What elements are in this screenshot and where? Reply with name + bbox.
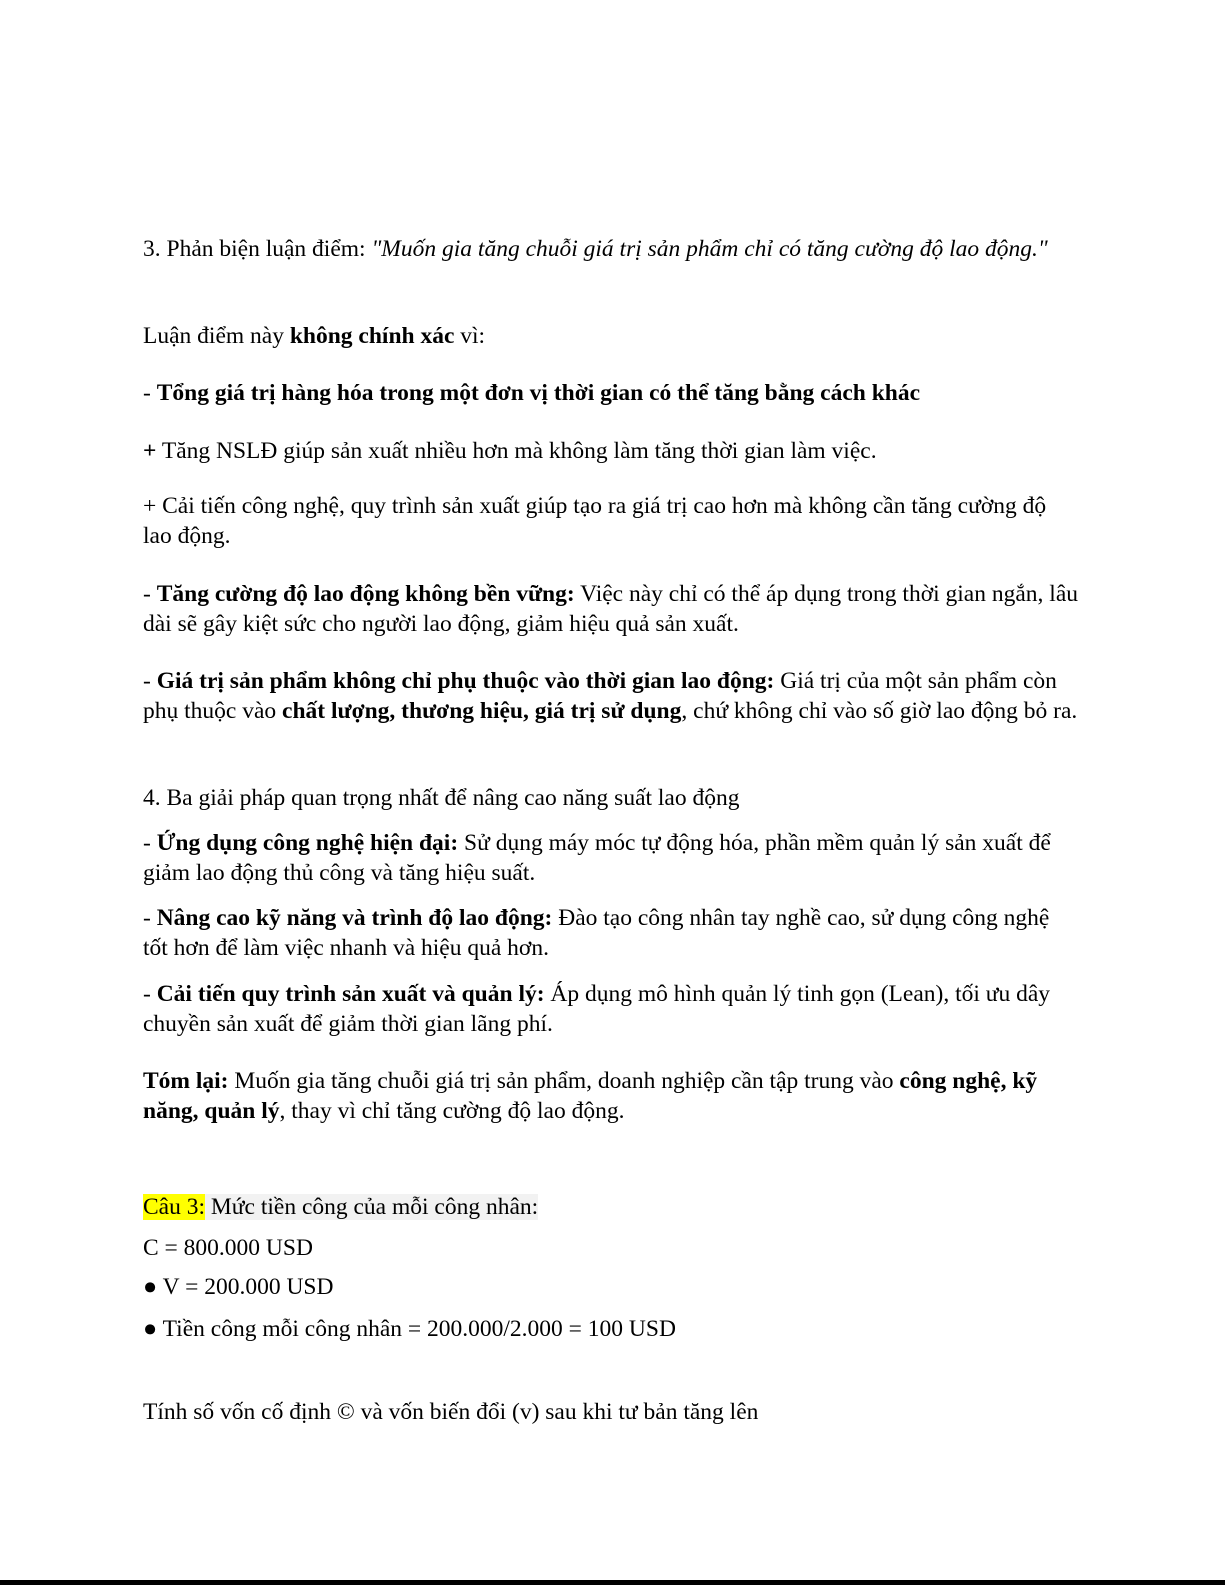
section3-plus2: + Cải tiến công nghệ, quy trình sản xuất giúp tạo ra giá trị cao hơn mà không cần tăng cường độ lao động. bbox=[143, 493, 1047, 549]
point1-heading-bold: Tổng giá trị hàng hóa trong một đơn vị thời gian có thể tăng bằng cách khác bbox=[156, 380, 921, 406]
intro-text: Luận điểm này bbox=[143, 323, 290, 349]
point3-text: Giá trị của một sản phẩm còn phụ thuộc vào bbox=[143, 668, 1057, 724]
cau3-title-text: Mức tiền công của mỗi công nhân: bbox=[205, 1194, 539, 1220]
section3-point2: - Tăng cường độ lao động không bền vững: Việc này chỉ có thể áp dụng trong thời gian ngắn, lâu dài sẽ gây kiệt sức cho người lao động, giảm hiệu quả sản xuất. bbox=[143, 581, 1079, 637]
point3-bold2: chất lượng, thương hiệu, giá trị sử dụng bbox=[282, 698, 682, 724]
intro-text-end: vì: bbox=[454, 323, 486, 349]
intro-bold: không chính xác bbox=[289, 323, 455, 349]
section3-title-quote: "Muốn gia tăng chuỗi giá trị sản phẩm chỉ có tăng cường độ lao động." bbox=[371, 236, 1048, 262]
page-bottom-border bbox=[0, 1580, 1225, 1585]
item3-text: Áp dụng mô hình quản lý tinh gọn (Lean), tối ưu dây chuyền sản xuất để giảm thời gian lãng phí. bbox=[143, 981, 1051, 1037]
section3-plus1: + Tăng NSLĐ giúp sản xuất nhiều hơn mà không làm tăng thời gian làm việc. bbox=[143, 438, 877, 464]
section3-point3: - Giá trị sản phẩm không chỉ phụ thuộc vào thời gian lao động: Giá trị của một sản phẩm còn phụ thuộc vào chất lượng, thương hiệu, giá trị sử dụng, chứ không chỉ vào số giờ lao động bỏ ra. bbox=[143, 668, 1078, 724]
section3-title-prefix: 3. Phản biện luận điểm: bbox=[143, 236, 372, 262]
summary-bold2: công nghệ, kỹ năng, quản lý bbox=[143, 1068, 1038, 1124]
point3-bold: Giá trị sản phẩm không chỉ phụ thuộc vào thời gian lao động: bbox=[156, 668, 775, 694]
section4-item-3: - Cải tiến quy trình sản xuất và quản lý: Áp dụng mô hình quản lý tinh gọn (Lean), tối ưu dây chuyền sản xuất để giảm thời gian lãng phí. bbox=[143, 981, 1051, 1037]
section4-title: 4. Ba giải pháp quan trọng nhất để nâng cao năng suất lao động bbox=[143, 785, 740, 811]
bullet-v-text: V = 200.000 USD bbox=[162, 1274, 334, 1300]
point2-bold: Tăng cường độ lao động không bền vững: bbox=[156, 581, 575, 607]
item1-text: Sử dụng máy móc tự động hóa, phần mềm quản lý sản xuất để giảm lao động thủ công và tăng hiệu suất. bbox=[143, 830, 1051, 886]
section4-item-2: - Nâng cao kỹ năng và trình độ lao động: Đào tạo công nhân tay nghề cao, sử dụng công nghệ tốt hơn để làm việc nhanh và hiệu quả hơn. bbox=[143, 905, 1050, 961]
plus1-text: Tăng NSLĐ giúp sản xuất nhiều hơn mà không làm tăng thời gian làm việc. bbox=[161, 438, 877, 464]
section3-intro bbox=[143, 321, 1078, 351]
summary-text-end: , thay vì chỉ tăng cường độ lao động. bbox=[279, 1098, 625, 1124]
cau3-footer: Tính số vốn cố định © và vốn biến đổi (v) sau khi tư bản tăng lên bbox=[143, 1399, 759, 1425]
cau3-bullet-v: ● V = 200.000 USD bbox=[143, 1274, 334, 1300]
cau3-label: Câu 3: bbox=[143, 1194, 206, 1220]
cau3-line-c: C = 800.000 USD bbox=[143, 1235, 313, 1261]
cau3-title bbox=[143, 1192, 1078, 1222]
item2-text: Đào tạo công nhân tay nghề cao, sử dụng công nghệ tốt hơn để làm việc nhanh và hiệu quả hơn. bbox=[143, 905, 1050, 961]
summary-bold: Tóm lại: bbox=[143, 1068, 229, 1094]
section3-point1-heading: - Tổng giá trị hàng hóa trong một đơn vị thời gian có thể tăng bằng cách khác bbox=[143, 380, 921, 406]
point2-text: Việc này chỉ có thể áp dụng trong thời gian ngắn, lâu dài sẽ gây kiệt sức cho người lao động, giảm hiệu quả sản xuất. bbox=[143, 581, 1079, 637]
point3-text-end: , chứ không chỉ vào số giờ lao động bỏ ra. bbox=[681, 698, 1078, 724]
cau3-bullet-wage: ● Tiền công mỗi công nhân = 200.000/2.000 = 100 USD bbox=[143, 1316, 676, 1342]
item3-bold: Cải tiến quy trình sản xuất và quản lý: bbox=[156, 981, 545, 1007]
summary bbox=[143, 1066, 1078, 1126]
section4-item-1: - Ứng dụng công nghệ hiện đại: Sử dụng máy móc tự động hóa, phần mềm quản lý sản xuất để giảm lao động thủ công và tăng hiệu suất. bbox=[143, 830, 1051, 886]
summary-text: Muốn gia tăng chuỗi giá trị sản phẩm, doanh nghiệp cần tập trung vào bbox=[228, 1068, 900, 1094]
item1-bold: Ứng dụng công nghệ hiện đại: bbox=[156, 830, 459, 856]
section3-title bbox=[143, 234, 1078, 264]
bullet-wage-text: Tiền công mỗi công nhân = 200.000/2.000 = 100 USD bbox=[162, 1316, 676, 1342]
item2-bold: Nâng cao kỹ năng và trình độ lao động: bbox=[156, 905, 553, 931]
